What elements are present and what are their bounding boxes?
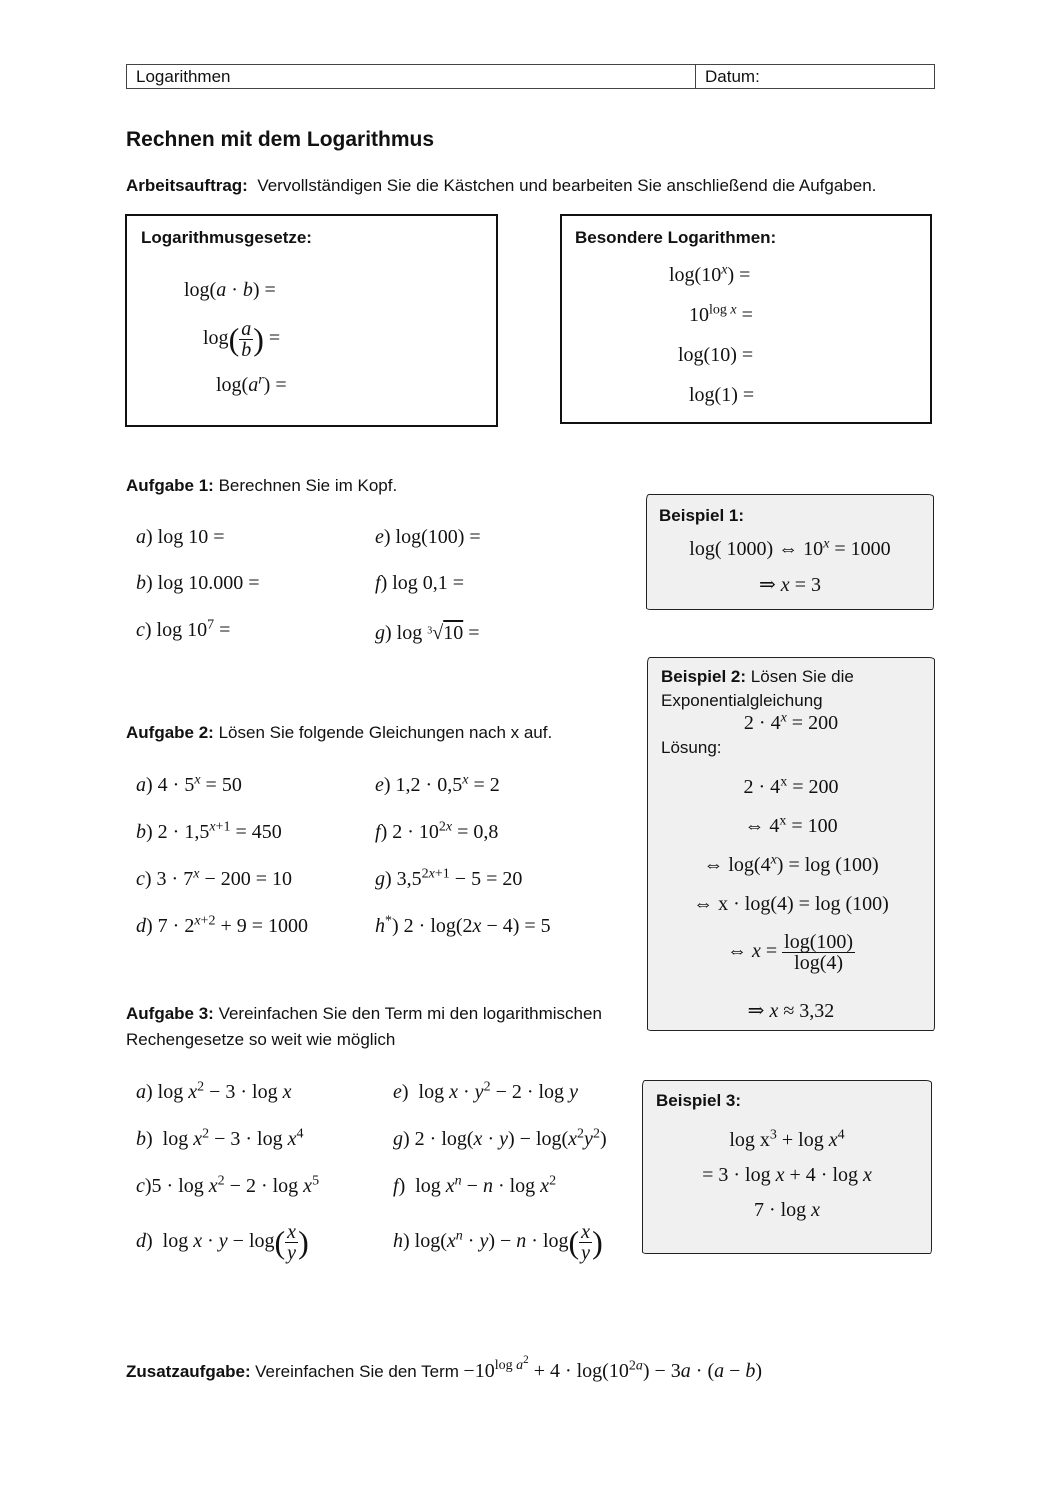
beispiel3-line2: = 3 · log x + 4 · log x (702, 1164, 872, 1186)
a1-item-b: b) log 10.000 = (136, 572, 260, 594)
beispiel1-line1: log( 1000) ⇔ $10^x = 1000$ (689, 536, 891, 560)
laws-box (125, 214, 498, 427)
beispiel2-intro (661, 667, 854, 687)
a1-item-a: a) log 10 = (136, 526, 225, 548)
beispiel1-line2: ⇒ x = 3 (759, 574, 821, 596)
beispiel2-step4: ⇔ x · log(4) = log (100) (693, 893, 889, 915)
header-date-label: Datum: (705, 67, 760, 86)
a2-item-c: c) $3 \cdot 7^x - 200 = 10$ (136, 866, 292, 890)
beispiel2-intro-text: Lösen Sie die (750, 667, 854, 686)
a3-item-g: g) $2 \cdot \log(x \cdot y) - \log(x^2y^2)$ (393, 1126, 607, 1150)
special-log-1: log(1) = (689, 384, 755, 406)
task-instruction (126, 176, 876, 196)
a2-item-g: g) $3,5^{2x+1} - 5 = 20$ (375, 866, 523, 890)
beispiel3-title: Beispiel 3: (656, 1091, 742, 1110)
a1-item-c: c) $\log 10^7$ = (136, 617, 231, 641)
beispiel2-equation: $2 \cdot 4^x = 200$ (743, 710, 839, 734)
zusatzaufgabe (126, 1354, 763, 1383)
a3-item-a: a) $\log x^2 - 3 \cdot \log x$ (136, 1079, 292, 1103)
a3-item-f: f) $\log x^n - n \cdot \log x^2$ (393, 1173, 557, 1197)
zusatz-label: Zusatzaufgabe: (126, 1362, 251, 1381)
beispiel2-intro2: Exponentialgleichung (661, 691, 823, 710)
beispiel3-line1: $\log x^3 + \log x^4$ (729, 1127, 845, 1151)
a2-item-d: d) $7 \cdot 2^{x+2} + 9 = 1000$ (136, 913, 309, 937)
a3-item-d: d) log x · y − log( $\frac{x}{y}$ ) (136, 1221, 309, 1264)
law-power: $\log(a^r)$ = (216, 372, 287, 396)
a2-item-b: b) $2 \cdot 1,5^{x+1} = 450$ (136, 819, 282, 843)
a2-item-f: f) $2 \cdot 10^{2x} = 0,8$ (375, 819, 499, 843)
zusatz-text: Vereinfachen Sie den Term (255, 1362, 459, 1381)
beispiel2-step3: ⇔ $\log(4^x) = \log (100)$ (703, 852, 879, 876)
aufgabe2-label: Aufgabe 2: (126, 723, 214, 742)
header-table (126, 64, 935, 89)
beispiel2-step6: ⇒ x ≈ 3,32 (747, 1000, 835, 1022)
beispiel1-title: Beispiel 1: (659, 506, 745, 525)
aufgabe1-label: Aufgabe 1: (126, 476, 214, 495)
page-title: Rechnen mit dem Logarithmus (126, 128, 435, 151)
header-topic: Logarithmen (127, 65, 696, 88)
special-10-logx: $10^{log x}$ = (689, 302, 753, 326)
aufgabe1-text: Berechnen Sie im Kopf. (218, 476, 398, 495)
beispiel2-title: Beispiel 2: (661, 667, 747, 686)
a3-item-b: b) $\log x^2 - 3 \cdot \log x^4$ (136, 1126, 304, 1150)
law-quotient: log( $\frac{a}{b}$ ) = (203, 318, 281, 361)
aufgabe3-text2: Rechengesetze so weit wie möglich (126, 1030, 396, 1049)
aufgabe3-heading (126, 1004, 602, 1024)
beispiel2-step1: $2 \cdot 4^x = 200$ (743, 774, 839, 798)
a1-item-f: f) log 0,1 = (375, 572, 465, 594)
special-log-10x: $\log(10^x)$ = (669, 262, 751, 286)
beispiel3-line3: 7 · log x (753, 1199, 821, 1221)
beispiel2-step2: ⇔ $4^x = 100$ (744, 813, 838, 837)
a3-item-h: h) $\log(x^n \cdot y) - n \cdot \log$( $\frac{x}{y}$ ) (393, 1221, 603, 1264)
law-product: log(a · b) = (184, 279, 276, 301)
special-logs-box (560, 214, 932, 424)
task-text: Vervollständigen Sie die Kästchen und bearbeiten Sie anschließend die Aufgaben. (257, 176, 877, 195)
aufgabe1-heading (126, 476, 397, 496)
aufgabe2-heading (126, 723, 552, 743)
a1-item-g: g) log $^3$√10 = (375, 622, 480, 644)
a2-item-a: a) $4 \cdot 5^x = 50$ (136, 772, 242, 796)
special-log-10: log(10) = (678, 344, 754, 366)
beispiel1-box (646, 494, 934, 610)
beispiel2-step5: ⇔ x = $\frac{\log(100)}{\log(4)}$ (726, 931, 854, 974)
beispiel2-solution-label: Lösung: (661, 738, 722, 757)
beispiel3-box (642, 1080, 932, 1254)
aufgabe3-text: Vereinfachen Sie den Term mi den logarithmischen (218, 1004, 602, 1023)
aufgabe2-text: Lösen Sie folgende Gleichungen nach x auf. (218, 723, 553, 742)
task-label: Arbeitsauftrag: (126, 176, 248, 195)
aufgabe3-label: Aufgabe 3: (126, 1004, 214, 1023)
a3-item-e: e) $\log x \cdot y^2 - 2 \cdot \log y$ (393, 1079, 578, 1103)
a1-item-e: e) log(100) = (375, 526, 481, 548)
beispiel2-box (647, 657, 935, 1031)
a3-item-c: $c)5 \cdot \log x^2 - 2 \cdot \log x^5$ (136, 1173, 320, 1197)
a2-item-h: h*) 2 · log(2x − 4) = 5 (375, 913, 551, 937)
a2-item-e: e) $1,2 \cdot 0,5^x = 2$ (375, 772, 500, 796)
laws-box-title: Logarithmusgesetze: (141, 228, 312, 247)
special-box-title: Besondere Logarithmen: (575, 228, 777, 247)
zusatz-expression: $-10^{log a^2} + 4 \cdot \log(10^{2a}) - 3a \cdot (a - b)$ (463, 1354, 763, 1382)
